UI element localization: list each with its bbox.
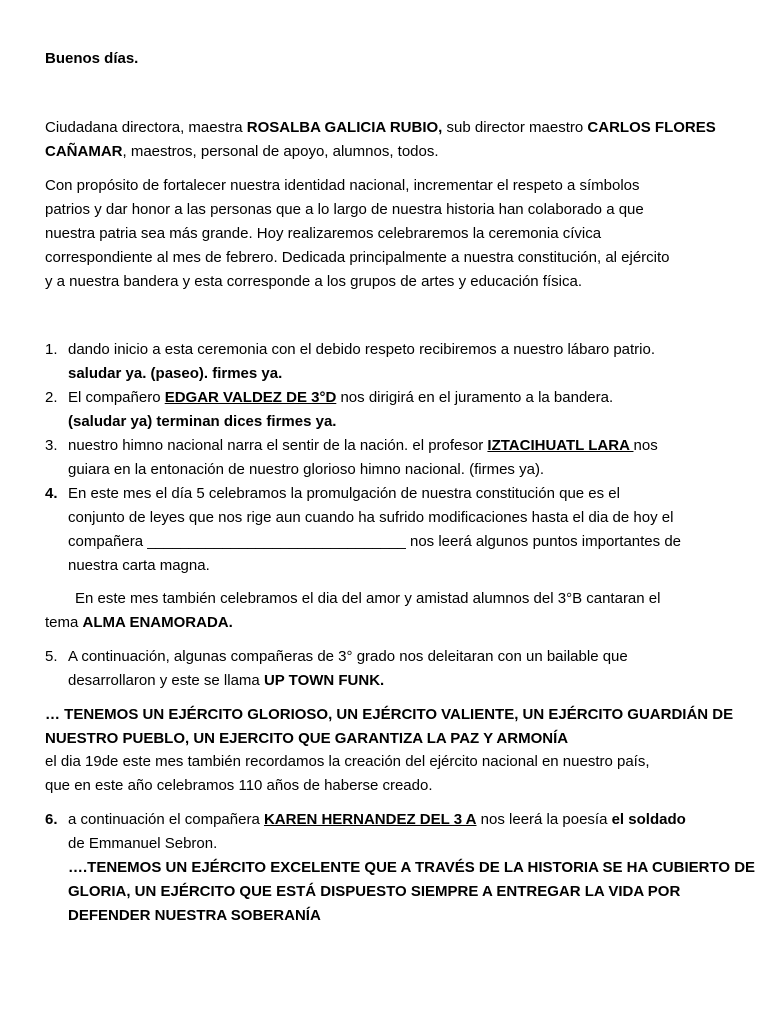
item-5-line-2: desarrollaron y este se llama UP TOWN FUNK. [68, 672, 385, 689]
intro-line: Con propósito de fortalecer nuestra identidad nacional, incrementar el respeto a símbolos [45, 177, 640, 194]
item-4-line: nuestra carta magna. [68, 557, 210, 574]
intro-line: y a nuestra bandera y esta corresponde a los grupos de artes y educación física. [45, 273, 582, 290]
list-number: 5. [45, 648, 58, 665]
love-line-1: En este mes también celebramos el dia del amor y amistad alumnos del 3°B cantaran el [75, 590, 661, 607]
salutation-line-2: CAÑAMAR, maestros, personal de apoyo, alumnos, todos. [45, 143, 439, 160]
intro-line: nuestra patria sea más grande. Hoy realizaremos celebraremos la ceremonia cívica [45, 225, 602, 242]
item-3-line-1: nuestro himno nacional narra el sentir de la nación. el profesor IZTACIHUATL LARA nos [68, 437, 658, 454]
army-line: que en este año celebramos 110 años de haberse creado. [45, 777, 433, 794]
army-bold-line: … TENEMOS UN EJÉRCITO GLORIOSO, UN EJÉRCITO VALIENTE, UN EJÉRCITO GUARDIÁN DE [45, 706, 734, 723]
item-6-line-2: de Emmanuel Sebron. [68, 835, 218, 852]
item-6-line-1: a continuación el compañera KAREN HERNANDEZ DEL 3 A nos leerá la poesía el soldado [68, 811, 686, 828]
army-bold-line: NUESTRO PUEBLO, UN EJERCITO QUE GARANTIZA LA PAZ Y ARMONÍA [45, 730, 569, 747]
list-number: 3. [45, 437, 58, 454]
item-4-line: compañera _______________________________ nos leerá algunos puntos importantes de [68, 533, 682, 550]
item-6-bold-line: GLORIA, UN EJÉRCITO QUE ESTÁ DISPUESTO SIEMPRE A ENTREGAR LA VIDA POR [68, 883, 681, 900]
greeting: Buenos días. [45, 50, 139, 67]
item-1-line-1: dando inicio a esta ceremonia con el debido respeto recibiremos a nuestro lábaro patrio. [68, 341, 656, 358]
item-2-line-1: El compañero EDGAR VALDEZ DE 3°D nos dirigirá en el juramento a la bandera. [68, 389, 614, 406]
list-number: 2. [45, 389, 58, 406]
love-line-2: tema ALMA ENAMORADA. [45, 614, 233, 631]
item-6-bold-line: DEFENDER NUESTRA SOBERANÍA [68, 907, 321, 924]
list-number: 6. [45, 811, 58, 828]
item-1-line-2: saludar ya. (paseo). firmes ya. [68, 365, 283, 382]
item-3-line-2: guiara en la entonación de nuestro glorioso himno nacional. (firmes ya). [68, 461, 545, 478]
army-line: el dia 19de este mes también recordamos la creación del ejército nacional en nuestro país, [45, 753, 650, 770]
item-6-bold-line: ….TENEMOS UN EJÉRCITO EXCELENTE QUE A TRAVÉS DE LA HISTORIA SE HA CUBIERTO DE [68, 859, 756, 876]
item-4-line: conjunto de leyes que nos rige aun cuando ha sufrido modificaciones hasta el dia de hoy el [68, 509, 674, 526]
list-number: 4. [45, 485, 58, 502]
item-4-line: En este mes el día 5 celebramos la promulgación de nuestra constitución que es el [68, 485, 620, 502]
item-5-line-1: A continuación, algunas compañeras de 3° grado nos deleitaran con un bailable que [68, 648, 628, 665]
intro-line: patrios y dar honor a las personas que a lo largo de nuestra historia han colaborado a que [45, 201, 644, 218]
intro-line: correspondiente al mes de febrero. Dedicada principalmente a nuestra constitución, al ejército [45, 249, 670, 266]
list-number: 1. [45, 341, 58, 358]
item-2-line-2: (saludar ya) terminan dices firmes ya. [68, 413, 337, 430]
salutation-line-1: Ciudadana directora, maestra ROSALBA GALICIA RUBIO, sub director maestro CARLOS FLORES [45, 119, 716, 136]
